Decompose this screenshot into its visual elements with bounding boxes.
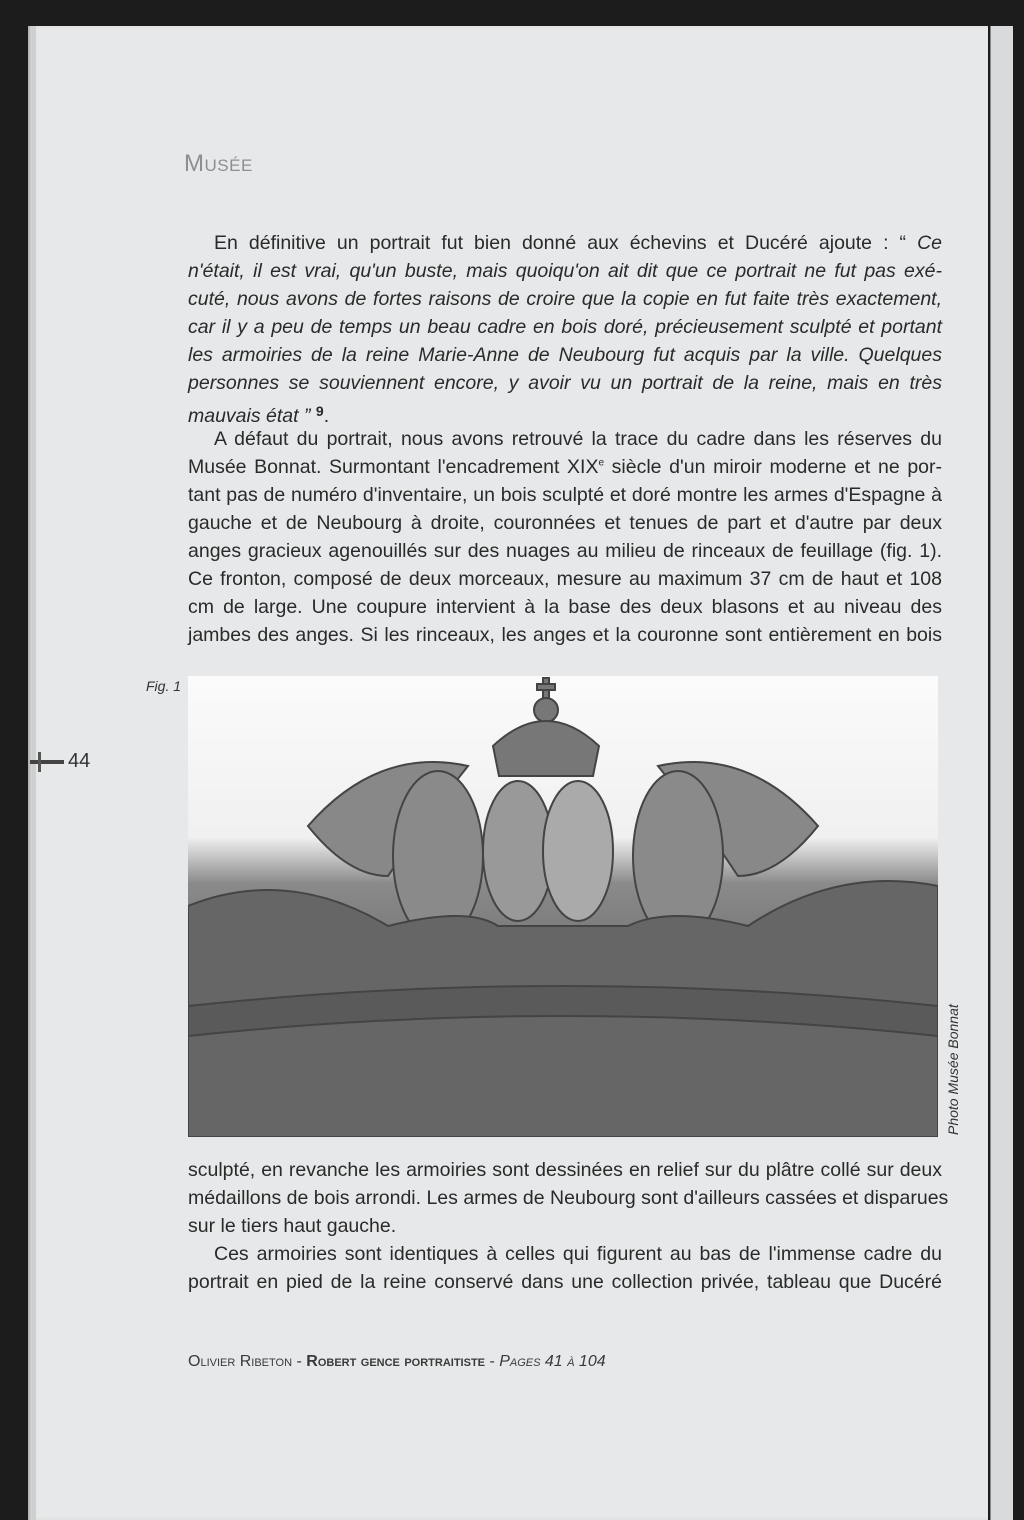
text-line: A défaut du portrait, nous avons retrouvé la trace du cadre dans les réserves du [214, 428, 942, 450]
paragraph-1 [188, 229, 942, 649]
figure-photo-carved-pediment [188, 676, 938, 1137]
footnote-ref[interactable]: 9 [315, 403, 324, 419]
text-line: anges gracieux agenouillés sur des nuages au milieu de rinceaux de feuillage (fig. 1). [188, 540, 942, 562]
superscript: e [598, 457, 605, 469]
footer-author: Olivier Ribeton [188, 1353, 293, 1370]
footer-separator: - [485, 1353, 500, 1370]
text-line: les armoiries de la reine Marie-Anne de Neubourg fut acquis par la ville. Quelques [188, 344, 942, 366]
text-line: gauche et de Neubourg à droite, couronnées et tenues de part et d'autre par deux [188, 512, 942, 534]
text-line: cm de large. Une coupure intervient à la base des deux blasons et au niveau des [188, 596, 942, 618]
text-line: Ce fronton, composé de deux morceaux, mesure au maximum 37 cm de haut et 108 [188, 568, 942, 590]
text-line: Ces armoiries sont identiques à celles qui figurent au bas de l'immense cadre du [214, 1243, 942, 1265]
footer-separator: - [292, 1353, 307, 1370]
page-edge [30, 26, 36, 1520]
text-line: médaillons de bois arrondi. Les armes de Neubourg sont d'ailleurs cassées et disparues [188, 1187, 949, 1209]
page-number-mark [30, 760, 64, 764]
angel-left [393, 771, 483, 941]
footer-title: Robert gence portraitiste [306, 1353, 485, 1370]
page-number: 44 [68, 750, 91, 772]
running-footer [188, 1353, 606, 1371]
photo-credit: Photo Musée Bonnat [945, 1004, 961, 1135]
text-line: tant pas de numéro d'inventaire, un bois sculpté et doré montre les armes d'Espagne à [188, 484, 942, 506]
text-line: n'était, il est vrai, qu'un buste, mais quoiqu'on ait dit que ce portrait ne fut pas exé- [188, 260, 942, 282]
text-line: jambes des anges. Si les rinceaux, les anges et la couronne sont entièrement en bois [188, 624, 942, 646]
text-line [188, 453, 942, 481]
text-line: cuté, nous avons de fortes raisons de croire que la copie en fut faite très exactement, [188, 288, 942, 310]
text-line: car il y a peu de temps un beau cadre en bois doré, précieusement sculpté et portant [188, 316, 942, 338]
crown-icon [493, 721, 599, 776]
section-header: Musée [184, 150, 253, 177]
quote-segment: Ce [917, 232, 942, 254]
carved-frame-illustration [188, 676, 938, 1137]
text-line: personnes se souviennent encore, y avoir vu un portrait de la reine, mais en très [188, 372, 942, 394]
footer-pages: Pages 41 à 104 [499, 1353, 606, 1370]
quote-segment: mauvais état ” [188, 405, 311, 427]
text-segment: . [323, 405, 330, 427]
paragraph-3 [188, 1156, 949, 1296]
text-line: sculpté, en revanche les armoiries sont dessinées en relief sur du plâtre collé sur deux [188, 1159, 942, 1181]
next-page-edge [990, 26, 1013, 1520]
text-segment: siècle d'un miroir moderne et ne por- [604, 456, 942, 478]
text-line [188, 397, 942, 425]
text-line: portrait en pied de la reine conservé dans une collection privée, tableau que Ducéré [188, 1271, 942, 1293]
figure-label: Fig. 1 [146, 678, 182, 694]
page-number-mark [38, 752, 41, 772]
text-segment: En définitive un portrait fut bien donné aux échevins et Ducéré ajoute : “ [214, 232, 907, 254]
text-line [188, 229, 942, 257]
text-segment: Musée Bonnat. Surmontant l'encadrement XIX [188, 456, 599, 478]
text-line: sur le tiers haut gauche. [188, 1215, 397, 1237]
